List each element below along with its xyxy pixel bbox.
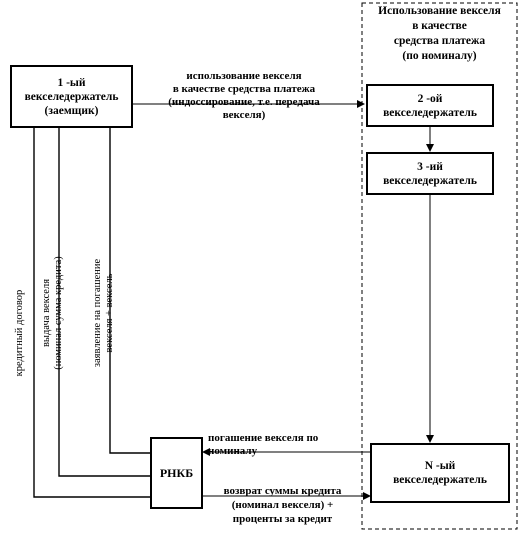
bank-box — [150, 437, 203, 509]
payment-region-title: Использование векселя в качестве средства платежа (по номиналу) — [378, 5, 501, 62]
holder2-label: 2 -ой векселедержатель — [383, 92, 477, 119]
payment-use-label: использование векселя в качестве средства платежа (индоссирование, т.е. передача векселя) — [168, 70, 320, 121]
loan-return-label: возврат суммы кредита (номинал векселя) + проценты за кредит — [223, 485, 342, 525]
holder3-box — [366, 152, 494, 195]
redemption-request-label: заявление на погашение векселя + вексель — [92, 258, 115, 368]
holder1-box — [10, 65, 133, 128]
holderN-label: N -ый векселедержатель — [393, 460, 487, 486]
line-redemption-request — [110, 127, 150, 453]
redemption-label: погашение векселя по номиналу — [208, 432, 319, 457]
bank-label: РНКБ — [159, 466, 194, 480]
bill-issue-label: выдача векселя (номинал сумма кредита) — [41, 256, 64, 370]
holder3-label: 3 -ий векселедержатель — [383, 160, 477, 187]
credit-contract-label: кредитный договор — [14, 289, 25, 377]
holder2-box — [366, 84, 494, 127]
holder1-label: 1 -ый векселедержатель (заемщик) — [24, 76, 119, 117]
holderN-box — [370, 443, 510, 503]
